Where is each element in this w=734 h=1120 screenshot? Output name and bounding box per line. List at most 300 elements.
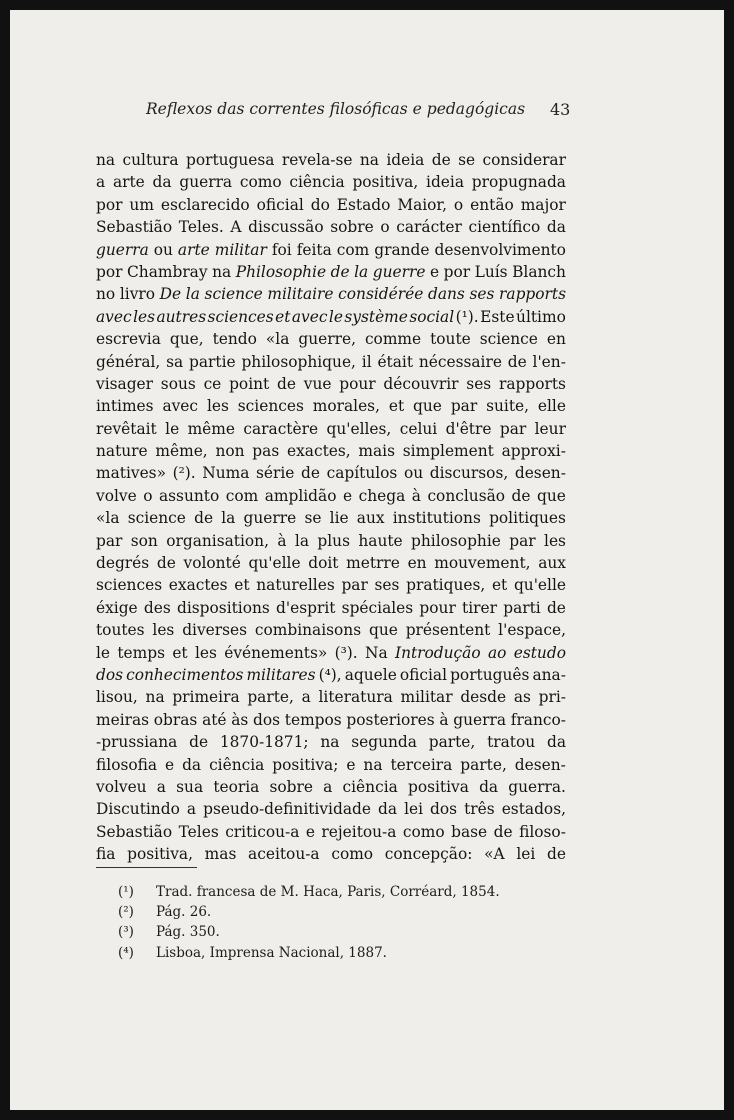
word: a bbox=[96, 173, 106, 192]
word: mas bbox=[204, 845, 237, 864]
word: um bbox=[129, 195, 154, 214]
word: parti bbox=[503, 598, 541, 617]
word: a bbox=[156, 777, 166, 796]
word: nécessaire bbox=[418, 352, 502, 371]
word: sous bbox=[160, 374, 196, 393]
word: então bbox=[470, 195, 514, 214]
word: partie bbox=[189, 352, 236, 371]
word: teoria bbox=[213, 777, 260, 796]
footnote-rule bbox=[96, 867, 197, 868]
word: parte, bbox=[247, 688, 294, 707]
word: da bbox=[378, 800, 398, 819]
word: même bbox=[187, 419, 235, 438]
text-line bbox=[96, 731, 566, 753]
word: science bbox=[127, 509, 186, 528]
word: arte bbox=[112, 173, 145, 192]
word: filosofia bbox=[96, 755, 158, 774]
text-line bbox=[96, 798, 566, 820]
word: et bbox=[491, 576, 508, 595]
word: que, bbox=[169, 330, 204, 349]
word: par bbox=[341, 576, 368, 595]
word: volonté bbox=[183, 554, 241, 573]
word: com bbox=[336, 240, 370, 259]
word: et bbox=[172, 643, 188, 662]
word: como bbox=[402, 822, 445, 841]
word: revela-se bbox=[281, 151, 353, 169]
word: suite, bbox=[486, 397, 530, 416]
footnote-text: Lisboa, Imprensa Nacional, 1887. bbox=[156, 944, 387, 961]
word: guerre, bbox=[298, 330, 356, 349]
text-line bbox=[96, 754, 566, 776]
word: três bbox=[464, 800, 495, 819]
footnote-marker: (¹) bbox=[118, 884, 134, 900]
word: comme bbox=[364, 330, 422, 349]
word: et bbox=[388, 397, 405, 416]
word: obras bbox=[153, 710, 198, 729]
text-line bbox=[96, 664, 566, 686]
word: que bbox=[413, 397, 442, 416]
word: degrés bbox=[96, 554, 150, 573]
word: simplement bbox=[402, 442, 494, 461]
word: organisation, bbox=[166, 531, 269, 550]
footnote-text: Trad. francesa de M. Haca, Paris, Corréard, 1854. bbox=[156, 884, 500, 900]
word: a bbox=[186, 800, 197, 819]
word: por bbox=[443, 262, 471, 281]
word: major bbox=[520, 195, 566, 214]
word: exactes, bbox=[286, 442, 351, 461]
word: ce bbox=[203, 374, 222, 393]
word: intimes bbox=[96, 397, 154, 416]
word: da bbox=[546, 733, 566, 752]
word: mouvement, bbox=[434, 554, 531, 573]
word: avec bbox=[291, 307, 328, 326]
text-line bbox=[96, 776, 566, 798]
text-line bbox=[96, 351, 566, 373]
word: criticou-a bbox=[225, 822, 300, 841]
word: sciences bbox=[96, 576, 163, 595]
word: ciência bbox=[342, 777, 398, 796]
text-line bbox=[96, 395, 566, 417]
word: par bbox=[499, 419, 527, 438]
word: de bbox=[194, 509, 214, 528]
word: Introdução bbox=[394, 643, 481, 662]
text-line bbox=[96, 552, 566, 574]
word: Estado bbox=[336, 195, 391, 214]
text-line bbox=[96, 619, 566, 641]
word: social bbox=[409, 307, 455, 326]
word: feita bbox=[296, 240, 332, 259]
word: caractère bbox=[243, 419, 319, 438]
word: combinaisons bbox=[254, 621, 362, 640]
word: mais bbox=[358, 442, 395, 461]
word: A bbox=[230, 218, 242, 237]
word: «la bbox=[265, 330, 290, 349]
word: (²). bbox=[172, 464, 196, 483]
page-number: 43 bbox=[550, 100, 571, 119]
word: doit bbox=[308, 554, 339, 573]
word: à bbox=[277, 531, 287, 550]
word: Philosophie bbox=[235, 262, 327, 281]
word: le bbox=[328, 307, 343, 326]
word: de bbox=[493, 822, 513, 841]
word: les bbox=[152, 621, 175, 640]
word: guerre bbox=[372, 262, 426, 281]
word: primeira bbox=[172, 688, 240, 707]
word: propugnada bbox=[471, 173, 566, 192]
word: général, bbox=[96, 352, 161, 371]
word: guerra bbox=[179, 173, 233, 192]
word: se bbox=[304, 509, 322, 528]
word: avec bbox=[162, 397, 199, 416]
word: autres bbox=[156, 307, 207, 326]
word: que bbox=[368, 621, 398, 640]
word: qu'elles, bbox=[326, 419, 392, 438]
word: matives» bbox=[96, 464, 166, 483]
word: morales, bbox=[312, 397, 380, 416]
word: discussão bbox=[248, 218, 324, 237]
word: aux bbox=[538, 554, 566, 573]
word: guerra bbox=[453, 710, 507, 729]
word: la bbox=[185, 285, 200, 304]
word: científico bbox=[468, 218, 541, 237]
word: da bbox=[546, 218, 566, 237]
word: tendo bbox=[212, 330, 257, 349]
word: science bbox=[479, 330, 538, 349]
word: positiva bbox=[407, 777, 469, 796]
word: le bbox=[96, 643, 111, 662]
word: cultura bbox=[122, 151, 179, 169]
word: des bbox=[143, 598, 171, 617]
word: até bbox=[202, 710, 227, 729]
text-line bbox=[96, 418, 566, 440]
word: ideia bbox=[386, 151, 425, 169]
word: se bbox=[458, 151, 476, 169]
word: amplidão bbox=[264, 486, 337, 505]
word: sciences bbox=[207, 307, 274, 326]
word: les bbox=[544, 531, 566, 550]
word: parte, bbox=[460, 755, 507, 774]
word: estudo bbox=[513, 643, 566, 662]
word: e bbox=[305, 822, 315, 841]
word: en bbox=[407, 554, 427, 573]
word: temps bbox=[117, 643, 165, 662]
word: ao bbox=[487, 643, 507, 662]
text-line bbox=[96, 216, 566, 238]
word: e bbox=[429, 262, 440, 281]
word: concepção: bbox=[384, 845, 473, 864]
word: rapports bbox=[498, 374, 566, 393]
word: militar bbox=[400, 688, 453, 707]
word: par bbox=[509, 531, 536, 550]
word: base bbox=[451, 822, 488, 841]
word: lei bbox=[404, 800, 424, 819]
word: as bbox=[513, 688, 531, 707]
word: militaire bbox=[267, 285, 334, 304]
word: franco- bbox=[510, 710, 566, 729]
word: último bbox=[516, 307, 566, 326]
word: português bbox=[450, 665, 530, 684]
text-line bbox=[96, 171, 566, 193]
word: positiva, bbox=[352, 173, 419, 192]
word: exactes bbox=[168, 576, 228, 595]
word: plus bbox=[317, 531, 350, 550]
word: na bbox=[145, 688, 165, 707]
word: en bbox=[546, 330, 566, 349]
word: l'espace, bbox=[498, 621, 566, 640]
word: Numa bbox=[202, 464, 250, 483]
word: Chambray bbox=[127, 262, 208, 281]
body-text bbox=[96, 149, 566, 866]
word: ses bbox=[466, 374, 492, 393]
footnote bbox=[118, 902, 538, 922]
text-line bbox=[96, 440, 566, 462]
word: pour bbox=[339, 374, 376, 393]
word: les bbox=[194, 643, 217, 662]
word: sciences bbox=[237, 397, 304, 416]
text-line bbox=[96, 530, 566, 552]
word: et bbox=[234, 576, 250, 595]
text-line bbox=[96, 642, 566, 664]
word: aquele bbox=[344, 665, 397, 684]
word: literatura bbox=[318, 688, 393, 707]
word: ses bbox=[469, 285, 495, 304]
word: il bbox=[361, 352, 372, 371]
word: chega bbox=[358, 486, 406, 505]
word: militares bbox=[246, 665, 316, 684]
word: fia bbox=[96, 845, 116, 864]
footnote bbox=[118, 922, 538, 942]
word: carácter bbox=[396, 218, 462, 237]
word: positiva, bbox=[127, 845, 193, 864]
word: la bbox=[354, 262, 369, 281]
running-title: Reflexos das correntes filosóficas e pedagógicas bbox=[146, 100, 526, 118]
word: estados, bbox=[501, 800, 566, 819]
word: esclarecido bbox=[160, 195, 250, 214]
word: présentent bbox=[405, 621, 491, 640]
footnote-marker: (²) bbox=[118, 904, 134, 921]
word: à bbox=[411, 486, 421, 505]
word: diverses bbox=[182, 621, 248, 640]
word: da bbox=[152, 173, 172, 192]
word: Este bbox=[480, 307, 515, 326]
text-line bbox=[96, 686, 566, 708]
text-line bbox=[96, 507, 566, 529]
word: dispositions bbox=[177, 598, 270, 617]
word: toute bbox=[430, 330, 471, 349]
word: no bbox=[96, 285, 116, 304]
word: De bbox=[159, 285, 182, 304]
word: tempos bbox=[284, 710, 342, 729]
word: d'esprit bbox=[276, 598, 336, 617]
word: pratiques, bbox=[406, 576, 486, 595]
word: por bbox=[96, 195, 123, 214]
word: que bbox=[537, 486, 566, 505]
word: Teles bbox=[178, 822, 219, 841]
word: positiva; bbox=[272, 755, 339, 774]
word: même, bbox=[155, 442, 208, 461]
word: filoso- bbox=[519, 822, 566, 841]
word: volveu bbox=[96, 777, 147, 796]
word: son bbox=[130, 531, 158, 550]
word: aceitou-a bbox=[248, 845, 320, 864]
word: como bbox=[331, 845, 374, 864]
word: pseudo-definitividade bbox=[203, 800, 371, 819]
word: par bbox=[450, 397, 478, 416]
word: capítulos bbox=[326, 464, 398, 483]
word: dos bbox=[430, 800, 458, 819]
word: de bbox=[156, 554, 176, 573]
word: dans bbox=[427, 285, 465, 304]
word: o bbox=[453, 195, 464, 214]
word: na bbox=[363, 755, 383, 774]
word: de bbox=[189, 733, 209, 752]
word: le bbox=[165, 419, 180, 438]
word: portuguesa bbox=[185, 151, 275, 169]
word: éxige bbox=[96, 598, 138, 617]
word: Maior, bbox=[397, 195, 447, 214]
word: sua bbox=[176, 777, 204, 796]
word: discursos, bbox=[429, 464, 509, 483]
word: pri- bbox=[538, 688, 566, 707]
word: de bbox=[301, 464, 320, 483]
word: pas bbox=[252, 442, 280, 461]
book-page bbox=[10, 10, 724, 1110]
word: guerra bbox=[96, 240, 149, 259]
text-line bbox=[96, 821, 566, 843]
word: de bbox=[547, 845, 566, 864]
text-line bbox=[96, 306, 566, 328]
word: de bbox=[330, 262, 350, 281]
running-header bbox=[10, 100, 724, 124]
word: e bbox=[346, 755, 356, 774]
word: avec bbox=[96, 307, 132, 326]
text-line bbox=[96, 485, 566, 507]
text-line bbox=[96, 709, 566, 731]
word: vue bbox=[303, 374, 332, 393]
word: de bbox=[507, 352, 527, 371]
word: volve bbox=[96, 486, 137, 505]
word: conclusão bbox=[427, 486, 506, 505]
word: posteriores bbox=[346, 710, 435, 729]
word: les bbox=[206, 397, 229, 416]
word: sobre bbox=[330, 218, 374, 237]
word: da bbox=[479, 777, 499, 796]
footnotes bbox=[118, 882, 538, 963]
word: e bbox=[342, 486, 353, 505]
word: considérée bbox=[338, 285, 424, 304]
word: a bbox=[301, 688, 311, 707]
text-line bbox=[96, 261, 566, 283]
word: de bbox=[511, 486, 531, 505]
word: Blanch bbox=[512, 262, 566, 281]
word: visager bbox=[96, 374, 154, 393]
word: aux bbox=[356, 509, 385, 528]
word: ciência bbox=[209, 755, 265, 774]
word: elle bbox=[537, 397, 566, 416]
footnote-marker: (³) bbox=[118, 924, 134, 941]
word: dos bbox=[96, 665, 124, 684]
word: celui bbox=[399, 419, 438, 438]
word: conhecimentos bbox=[126, 665, 244, 684]
word: arte bbox=[177, 240, 210, 259]
word: qu'elle bbox=[248, 554, 301, 573]
word: politiques bbox=[489, 509, 566, 528]
word: les bbox=[133, 307, 155, 326]
text-line bbox=[96, 373, 566, 395]
word: -prussiana bbox=[96, 733, 178, 752]
word: com bbox=[225, 486, 259, 505]
word: desde bbox=[460, 688, 507, 707]
word: o bbox=[143, 486, 153, 505]
word: terceira bbox=[390, 755, 453, 774]
word: Discutindo bbox=[96, 800, 180, 819]
word: ciência bbox=[289, 173, 345, 192]
word: lie bbox=[329, 509, 349, 528]
word: (¹). bbox=[455, 307, 479, 326]
word: tratou bbox=[487, 733, 536, 752]
word: ou bbox=[153, 240, 173, 259]
word: Na bbox=[365, 643, 388, 662]
word: meiras bbox=[96, 710, 150, 729]
word: institutions bbox=[392, 509, 481, 528]
word: desenvolvimento bbox=[434, 240, 566, 259]
word: lei bbox=[516, 845, 536, 864]
word: rapports bbox=[499, 285, 566, 304]
word: escrevia bbox=[96, 330, 161, 349]
word: de bbox=[431, 151, 451, 169]
word: foi bbox=[271, 240, 292, 259]
word: revêtait bbox=[96, 419, 157, 438]
word: science bbox=[204, 285, 263, 304]
word: toutes bbox=[96, 621, 145, 640]
word: ses bbox=[374, 576, 400, 595]
word: philosophie bbox=[411, 531, 501, 550]
word: Luís bbox=[474, 262, 508, 281]
word: et bbox=[275, 307, 291, 326]
word: desen- bbox=[514, 755, 566, 774]
word: guerra. bbox=[508, 777, 566, 796]
text-line bbox=[96, 462, 566, 484]
footnote-marker: (⁴) bbox=[118, 944, 134, 961]
text-line bbox=[96, 194, 566, 216]
word: approxi- bbox=[501, 442, 566, 461]
word: a bbox=[323, 777, 333, 796]
word: na bbox=[96, 151, 116, 169]
text-line bbox=[96, 328, 566, 350]
word: o bbox=[380, 218, 390, 237]
word: spéciales bbox=[341, 598, 414, 617]
word: (⁴), bbox=[318, 665, 342, 684]
text-line bbox=[96, 843, 566, 865]
word: na bbox=[320, 733, 340, 752]
word: d'être bbox=[445, 419, 492, 438]
word: à bbox=[439, 710, 449, 729]
word: às bbox=[231, 710, 249, 729]
word: de bbox=[546, 598, 566, 617]
word: lisou, bbox=[96, 688, 138, 707]
word: assunto bbox=[158, 486, 220, 505]
word: Teles. bbox=[178, 218, 224, 237]
word: la bbox=[221, 509, 236, 528]
word: Sebastião bbox=[96, 822, 173, 841]
word: guerre bbox=[243, 509, 297, 528]
word: point bbox=[229, 374, 270, 393]
word: ou bbox=[403, 464, 424, 483]
word: livro bbox=[119, 285, 156, 304]
word: la bbox=[294, 531, 310, 550]
word: nature bbox=[96, 442, 148, 461]
word: par bbox=[96, 531, 123, 550]
